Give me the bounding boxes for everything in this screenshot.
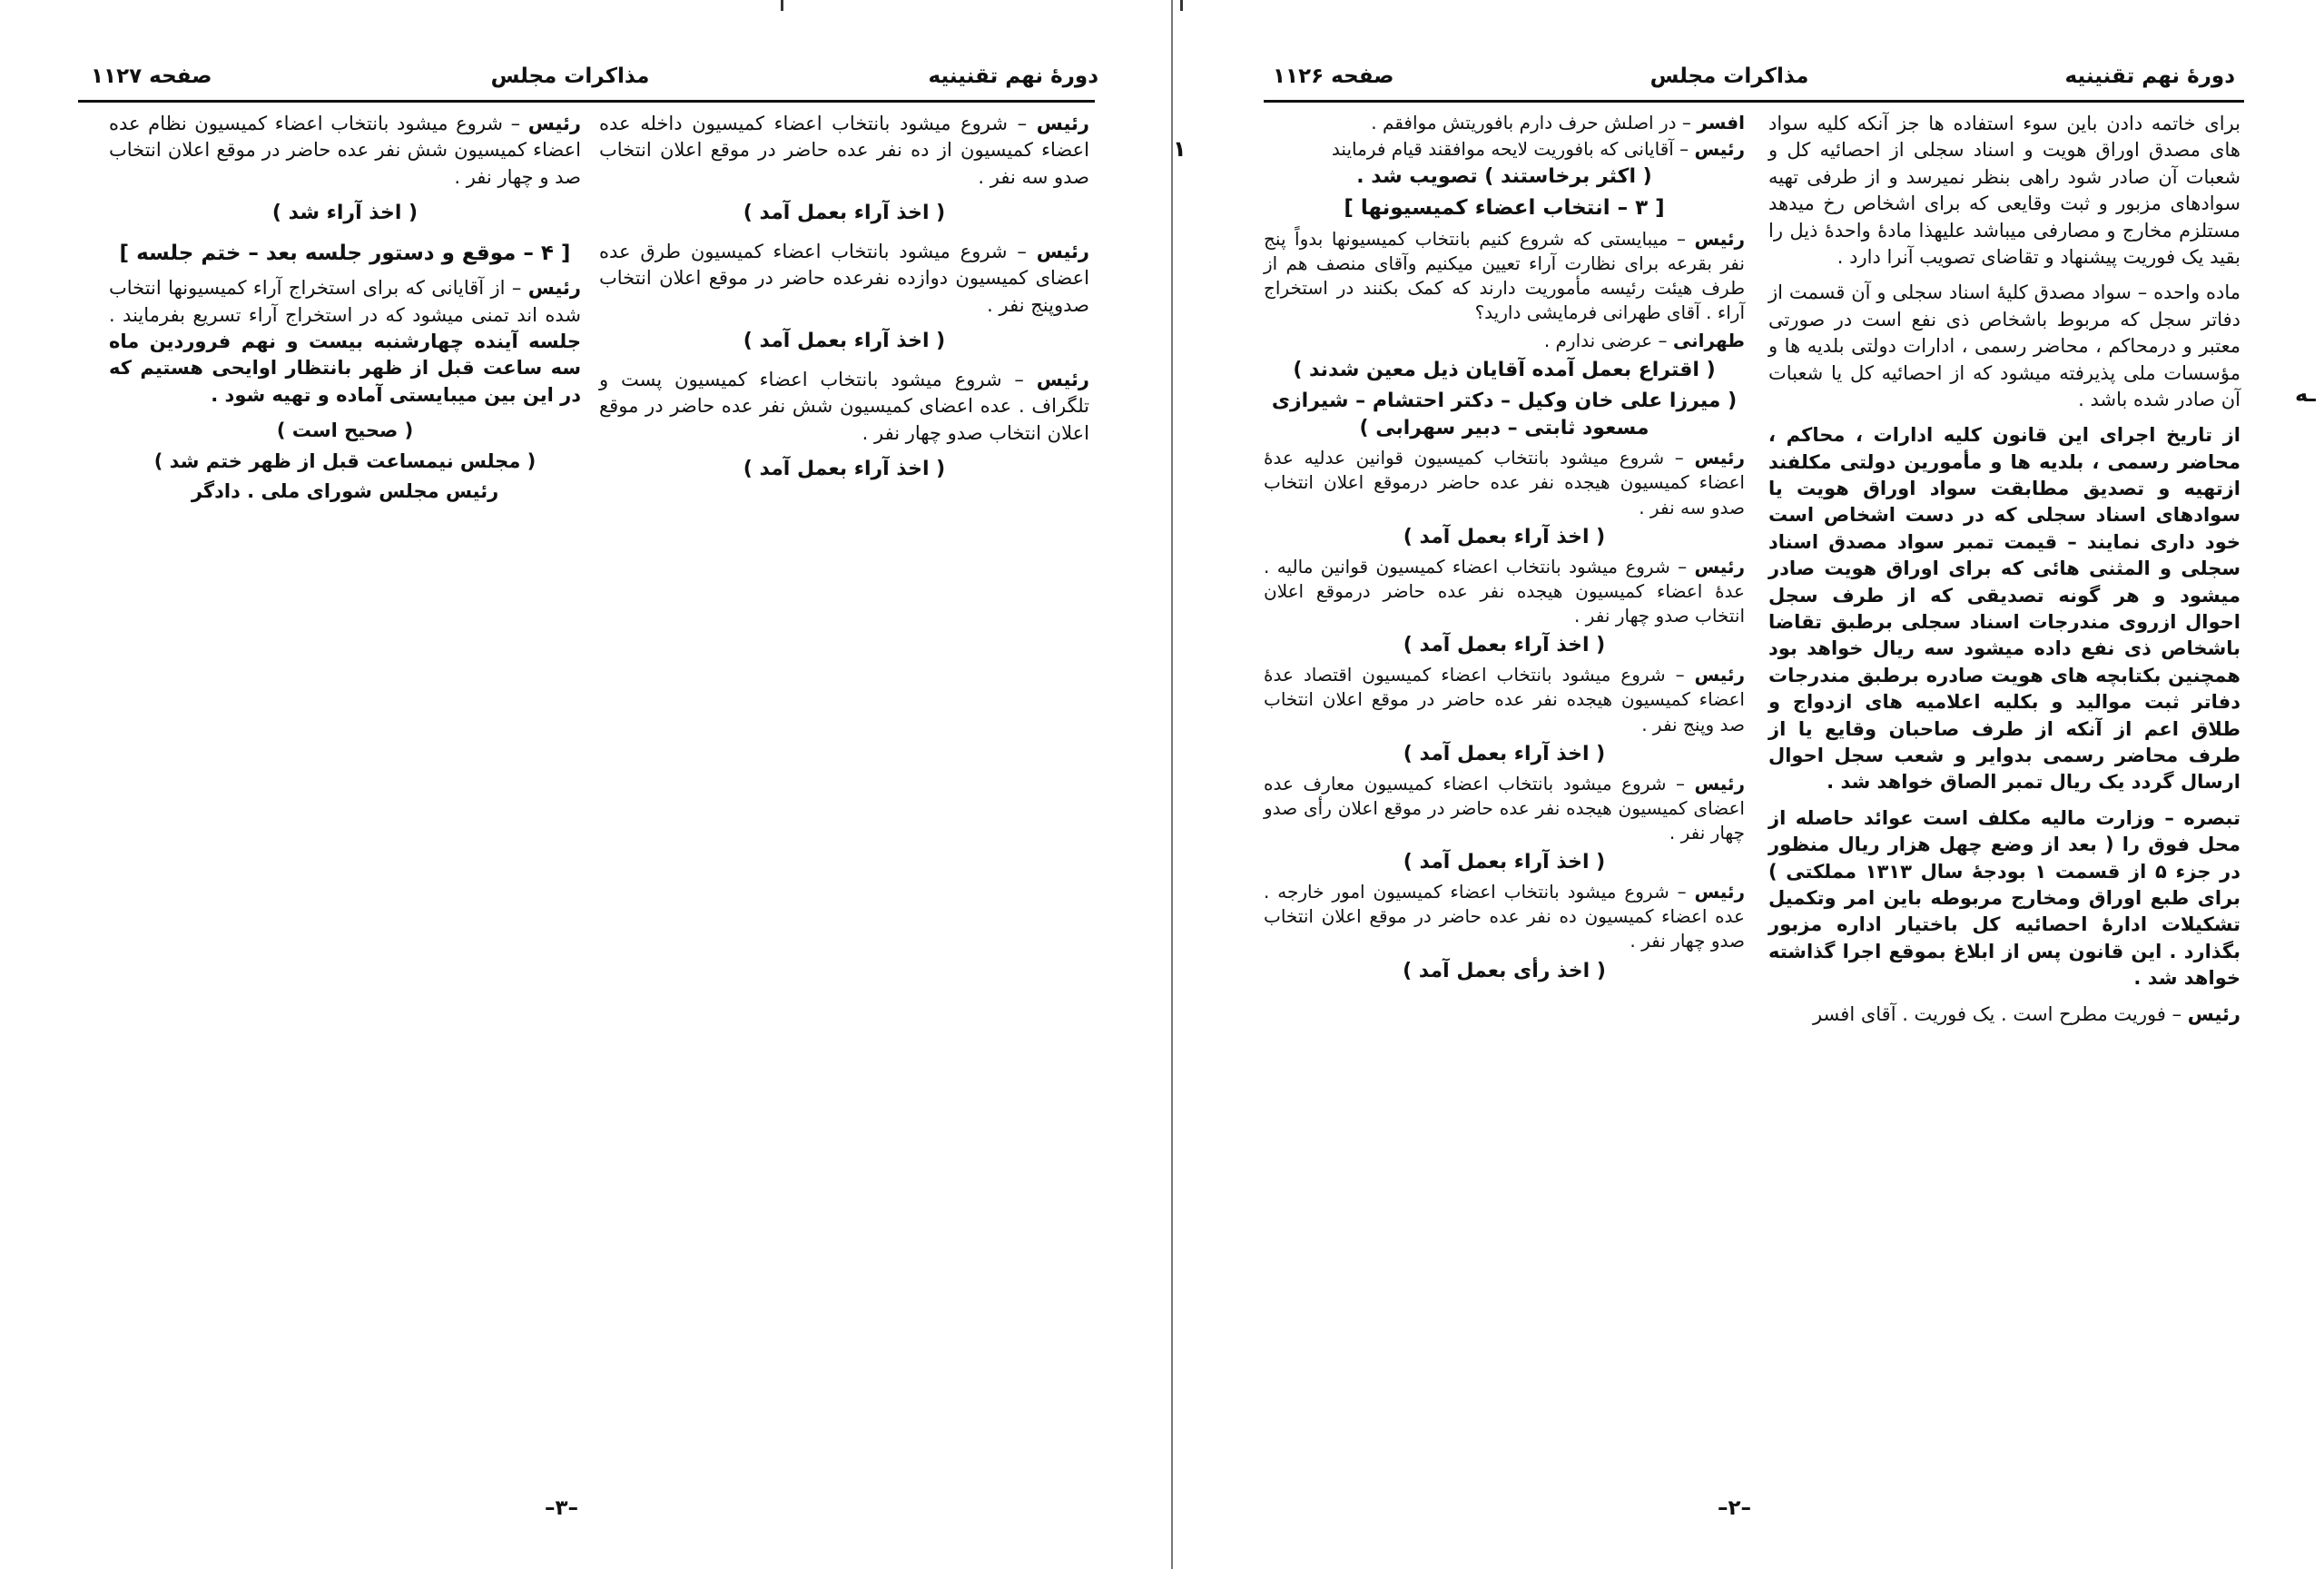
paragraph-text: – از آقایانی که برای استخراج آراء کمیسیونها انتخاب شده اند تمنی میشود که در استخراج آراء تسریع بفرمایند . bbox=[109, 277, 581, 326]
speaker: طهرانی bbox=[1672, 330, 1745, 352]
parenthetical-note: ( اخذ آراء بعمل آمد ) bbox=[743, 330, 946, 353]
header-title: مذاکرات مجلس bbox=[1649, 64, 1809, 88]
paragraph bbox=[1264, 329, 1745, 353]
paragraph: ماده واحده – سواد مصدق کلیهٔ اسناد سجلی و آن قسمت از دفاتر سجل که مربوط باشخاص ذی نفع است در صورتی معتبر و درمحاکم ، محاضر رسمی ، ادارات دولتی بلدیه ها و مؤسسات ملی پذیرفته میشود که از احصائیه کل یا شعبات آن صادر شده باشد . bbox=[1768, 281, 2240, 410]
paragraph bbox=[1264, 111, 1745, 135]
section-heading: [ ۳ – انتخاب اعضاء کمیسیونها ] bbox=[1344, 196, 1665, 221]
speaker: رئیس bbox=[527, 277, 581, 300]
speaker: افسر bbox=[1697, 112, 1745, 133]
margin-mark: ـه bbox=[2295, 381, 2316, 407]
paragraph-text: – شروع میشود بانتخاب اعضاء کمیسیون نظام عده اعضاء کمیسیون شش نفر عده حاضر در موقع اعلان انتخاب صد و چهار نفر . bbox=[109, 113, 581, 188]
paragraph bbox=[1264, 880, 1745, 954]
paragraph bbox=[1264, 137, 1745, 162]
text-column bbox=[599, 111, 1089, 495]
header-page-number: صفحه ۱۱۲۷ bbox=[91, 64, 212, 88]
paragraph bbox=[1768, 1002, 2240, 1028]
speaker: رئیس bbox=[1036, 368, 1089, 390]
paragraph bbox=[599, 111, 1089, 191]
header-session: دورهٔ نهم تقنینیه bbox=[2064, 64, 2235, 88]
paragraph-text: – شروع میشود بانتخاب اعضاء کمیسیون طرق عده اعضای کمیسیون دوازده نفرعده حاضر در موقع اعلان انتخاب صدوپنج نفر . bbox=[599, 240, 1089, 316]
speaker: رئیس bbox=[527, 113, 581, 134]
right-page bbox=[1173, 0, 2324, 1569]
header-rule bbox=[1264, 100, 2244, 103]
paragraph-text: – شروع میشود بانتخاب اعضاء کمیسیون قوانین مالیه . عدهٔ اعضاء کمیسیون هیجده نفر عده حاضر درموقع اعلان انتخاب صدو چهار نفر . bbox=[1264, 555, 1745, 627]
paragraph bbox=[599, 239, 1089, 319]
paragraph: تبصره – وزارت مالیه مکلف است عوائد حاصله از محل فوق را ( بعد از وضع چهل هزار ریال منظور در جزء ۵ از قسمت ۱ بودجهٔ سال ۱۳۱۳ مملکتی ) برای طبع اوراق ومخارج مربوطه باین امر وتکمیل تشکیلات ادارهٔ احصائیه کل باختیار اداره مزبور بگذارد . این قانون پس از ابلاغ بموقع اجرا گذاشته خواهد شد . bbox=[1768, 806, 2241, 990]
paragraph: برای خاتمه دادن باین سوء استفاده ها جز آنکه کلیه سواد های مصدق اوراق هویت و اسناد سجلی از احصائیه کل و شعبات آن صادر شود راهی بنظر نمیرسد و از طرفی تهیه سوادهای مزبور و ثبت وقایعی که برای اشخاص رخ میدهد مستلزم مخارج و مصارفی میباشد علیهذا مادهٔ واحدهٔ ذیل را بقید یک فوریت پیشنهاد و تقاضای تصویب آنرا دارد . bbox=[1768, 113, 2240, 268]
page-footer-number: –۳– bbox=[545, 1496, 579, 1520]
parenthetical-note: ( اقتراع بعمل آمده آقایان ذیل معین شدند ) bbox=[1293, 359, 1716, 382]
page-header bbox=[91, 58, 1098, 94]
parenthetical-note: ( اکثر برخاستند ) تصویب شد . bbox=[1356, 165, 1652, 189]
header-rule bbox=[78, 100, 1095, 103]
paragraph bbox=[599, 367, 1089, 447]
paragraph bbox=[1264, 772, 1745, 846]
header-session: دورهٔ نهم تقنینیه bbox=[928, 64, 1098, 88]
paragraph-text: – عرضی ندارم . bbox=[1543, 330, 1673, 352]
parenthetical-note: ( اخذ آراء بعمل آمد ) bbox=[1403, 851, 1606, 874]
section-heading: [ ۴ – موقع و دستور جلسه بعد – ختم جلسه ] bbox=[119, 241, 571, 265]
paragraph-text: – میبایستی که شروع کنیم بانتخاب کمیسیونها بدواً پنج نفر بقرعه برای نظارت آراء تعیین میکنیم وآقای منصف هم از طرف هیئت رئیسه مأموریت دارند که کمک بکنند در استخراج آراء . آقای طهرانی فرمایشی دارید؟ bbox=[1264, 227, 1745, 324]
speaker: رئیس bbox=[1694, 772, 1745, 794]
parenthetical-note: ( اخذ آراء بعمل آمد ) bbox=[1403, 525, 1606, 548]
parenthetical-note: ( اخذ آراء بعمل آمد ) bbox=[1403, 742, 1606, 765]
header-page-number: صفحه ۱۱۲۶ bbox=[1273, 64, 1394, 88]
paragraph-text: – در اصلش حرف دارم بافوریتش موافقم . bbox=[1371, 112, 1698, 133]
parenthetical-note: ( اخذ آراء بعمل آمد ) bbox=[1403, 634, 1606, 657]
parenthetical-note: ( صحیح است ) bbox=[276, 419, 414, 442]
paragraph bbox=[1264, 446, 1745, 520]
speaker: رئیس bbox=[1036, 113, 1089, 134]
text-column bbox=[109, 111, 581, 508]
header-title: مذاکرات مجلس bbox=[490, 64, 650, 88]
paragraph bbox=[109, 275, 581, 409]
paragraph-text: – شروع میشود بانتخاب اعضاء کمیسیون داخله عده اعضاء کمیسیون از ده نفر عده حاضر در موقع اعلان انتخاب صدو سه نفر . bbox=[599, 113, 1089, 188]
text-column bbox=[1768, 111, 2240, 1037]
paragraph bbox=[109, 111, 581, 191]
parenthetical-note: ( اخذ آراء بعمل آمد ) bbox=[743, 202, 946, 225]
paragraph-text: – شروع میشود بانتخاب اعضاء کمیسیون امور خارجه . عده اعضاء کمیسیون ده نفر عده حاضر در موقع اعلان انتخاب صدو چهار نفر . bbox=[1264, 881, 1745, 952]
page-footer-number: –۲– bbox=[1718, 1496, 1752, 1520]
parenthetical-note: ( اخذ رأی بعمل آمد ) bbox=[1403, 959, 1606, 982]
speaker: رئیس bbox=[1694, 881, 1745, 903]
closing-note: ( مجلس نیمساعت قبل از ظهر ختم شد ) bbox=[153, 449, 537, 472]
paragraph: از تاریخ اجرای این قانون کلیه ادارات ، محاکم ، محاضر رسمی ، بلدیه ها و مأمورین دولتی مکلفند ازتهیه و تصدیق مطابقت سواد اوراق هویت یا سوادهای اسناد سجلی که در دست اشخاص است خود داری نمایند – قیمت تمبر سواد مصدق اسناد سجلی و المثنی هائی که برای اوراق هویت صادر میشود و هر گونه تصدیقی که از طرف سجل احوال ازروی مندرجات اسناد سجلی برطبق تقاضا باشخاص ذی نفع داده میشود سه ریال خواهد بود همچنین بکتابچه های هویت صادره برطبق مندرجات دفاتر ثبت موالید و بکلیه اعلامیه های ازدواج و طلاق اعم از آنکه از طرف صاحبان وقایع یا از طرف محاضر رسمی بدوایر و شعب سجل احوال ارسال گردد یک ریال تمبر الصاق خواهد شد . bbox=[1768, 424, 2240, 794]
page-header bbox=[1273, 58, 2235, 94]
speaker: رئیس bbox=[1694, 227, 1745, 250]
paragraph bbox=[1264, 555, 1745, 629]
paragraph-text: – شروع میشود بانتخاب کمیسیون قوانین عدلیه عدهٔ اعضاء کمیسیون هیجده نفر عده حاضر درموقع اعلان انتخاب صدو سه نفر . bbox=[1264, 447, 1745, 518]
paragraph-text: – آقایانی که بافوریت لایحه موافقند قیام فرمایند bbox=[1331, 138, 1695, 161]
next-session-text: جلسه آینده چهارشنبه بیست و نهم فروردین ماه سه ساعت قبل از ظهر بانتظار اوایحی هستیم که در این بین میبایستی آماده و تهیه شود . bbox=[109, 330, 581, 406]
paragraph bbox=[1264, 663, 1745, 737]
speaker: رئیس bbox=[1036, 240, 1089, 262]
speaker: رئیس bbox=[2187, 1002, 2240, 1025]
speaker: رئیس bbox=[1694, 555, 1745, 577]
paragraph-text: – فوریت مطرح است . یک فوریت . آقای افسر bbox=[1812, 1002, 2188, 1025]
text-column bbox=[1264, 111, 1745, 989]
paragraph bbox=[1264, 227, 1745, 326]
paragraph-text: – شروع میشود بانتخاب اعضاء کمیسیون پست و تلگراف . عده اعضای کمیسیون شش نفر عده حاضر در موقع اعلان انتخاب صدو چهار نفر . bbox=[599, 368, 1089, 444]
speaker: رئیس bbox=[1694, 138, 1745, 161]
parenthetical-note: ( اخذ آراء بعمل آمد ) bbox=[743, 458, 946, 481]
margin-mark: ۱ bbox=[1173, 136, 1187, 162]
speaker: رئیس bbox=[1694, 447, 1745, 469]
paragraph-text: – شروع میشود بانتخاب اعضاء کمیسیون اقتصاد عدهٔ اعضاء کمیسیون هیجده نفر عده حاضر در موقع اعلان انتخاب صد وپنج نفر . bbox=[1264, 664, 1745, 735]
parenthetical-note: ( میرزا علی خان وکیل – دکتر احتشام – شیرازی مسعود ثابتی – دبیر سهرابی ) bbox=[1271, 390, 1738, 440]
speaker: رئیس bbox=[1694, 664, 1745, 686]
signature: رئیس مجلس شورای ملی . دادگر bbox=[191, 479, 499, 502]
parenthetical-note: ( اخذ آراء شد ) bbox=[271, 202, 419, 225]
paragraph-text: – شروع میشود بانتخاب اعضاء کمیسیون معارف عده اعضای کمیسیون هیجده نفر عده حاضر در موقع اعلان رأی صدو چهار نفر . bbox=[1264, 772, 1745, 844]
